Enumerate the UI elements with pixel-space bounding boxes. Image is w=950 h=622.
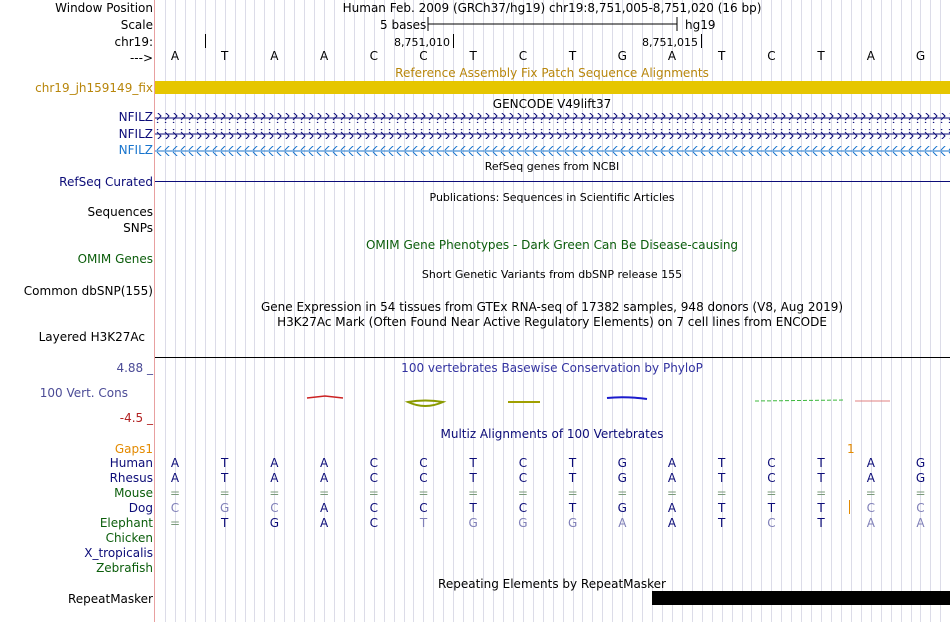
gencode-transcripts[interactable] [155,111,950,159]
publications-sequences-label[interactable]: Sequences [87,205,153,219]
window-position-label: Window Position [55,1,153,15]
alignment-base: T [221,471,229,485]
alignment-base: T [767,501,776,515]
alignment-base: G [617,501,627,515]
sequence-base: C [369,49,378,63]
sequence-base: A [866,49,875,63]
alignment-base: T [718,456,726,470]
phylop-track-title: 100 vertebrates Basewise Conservation by PhyloP [401,361,703,375]
species-label-zebrafish[interactable]: Zebrafish [96,561,153,575]
sequence-base: C [419,49,428,63]
alignment-base: T [419,516,428,530]
publications-snps-label[interactable]: SNPs [123,221,153,235]
alignment-base: T [817,516,825,530]
ruler-pos-1: 8,751,010 [394,36,450,49]
track-data-area[interactable] [155,0,950,622]
alignment-base: G [468,516,478,530]
ruler-pos-2: 8,751,015 [642,36,698,49]
alignment-base: G [518,516,528,530]
omim-track-title: OMIM Gene Phenotypes - Dark Green Can Be Disease-causing [365,238,739,252]
alignment-base: = [468,486,479,500]
alignment-base: C [170,501,180,515]
chrom-label: chr19: [114,35,153,49]
sequence-base: G [915,49,926,63]
repeatmasker-track-title: Repeating Elements by RepeatMasker [438,577,666,591]
alignment-base: C [518,471,528,485]
species-label-x_tropicalis[interactable]: X_tropicalis [84,546,153,560]
species-label-chicken[interactable]: Chicken [105,531,153,545]
alignment-base: G [915,471,926,485]
alignment-base: C [369,456,378,470]
alignment-base: T [568,456,577,470]
sequence-base: A [270,49,279,63]
sequence-base: T [568,49,577,63]
sequence-base: C [518,49,528,63]
fix-patch-track-title: Reference Assembly Fix Patch Sequence Alignments [395,66,709,80]
alignment-base: C [419,471,428,485]
alignment-base: = [169,516,181,530]
alignment-base: A [916,516,925,530]
alignment-base: T [718,516,726,530]
phylop-mark-4 [607,397,647,399]
phylop-min-label: -4.5 _ [119,411,153,425]
species-label-mouse[interactable]: Mouse [114,486,153,500]
alignment-base: C [518,456,528,470]
alignment-base: A [319,456,329,470]
alignment-base: T [817,471,825,485]
alignment-base: = [766,486,777,500]
alignment-base: A [866,471,875,485]
alignment-base: A [866,456,875,470]
sequence-base: A [170,49,180,63]
alignment-base: C [419,456,428,470]
phylop-track-label[interactable]: 100 Vert. Cons [39,386,128,400]
multiz-track-title: Multiz Alignments of 100 Vertebrates [440,427,664,441]
sequence-base: T [718,49,726,63]
alignment-base: = [319,486,330,500]
gencode-transcript-2[interactable] [155,129,950,139]
repeatmasker-element[interactable] [652,591,950,605]
gaps-label [115,442,153,456]
alignment-base: A [319,501,329,515]
alignment-base: = [716,486,727,500]
phylop-mark-2 [408,401,443,407]
refseq-track-label[interactable]: RefSeq Curated [59,175,153,189]
gaps-label-text: Gaps [114,442,146,456]
dbsnp-track-label[interactable]: Common dbSNP(155) [23,284,153,298]
alignment-base: C [369,471,378,485]
repeatmasker-track-label[interactable]: RepeatMasker [67,592,153,606]
sequence-base: T [817,49,825,63]
alignment-base: T [817,456,825,470]
alignment-base: A [170,456,180,470]
alignment-base: T [469,471,477,485]
alignment-base: C [270,501,279,515]
gencode-track-label-3[interactable]: NFILZ [118,143,153,157]
alignment-base: T [568,501,577,515]
alignment-base: A [667,471,677,485]
alignment-base: T [568,471,577,485]
alignment-base: = [517,486,528,500]
alignment-base: G [617,456,627,470]
alignment-base: A [866,516,875,530]
sequence-base: T [221,49,229,63]
alignment-base: = [915,486,926,500]
gtex-track-title: Gene Expression in 54 tissues from GTEx RNA-seq of 17382 samples, 948 donors (V8, Aug 2019) [260,300,844,314]
alignment-base: A [170,471,180,485]
alignment-base: C [518,501,528,515]
alignment-base: T [718,471,726,485]
ruler-tick-1 [453,34,454,48]
alignment-base: T [221,516,229,530]
alignment-base: = [816,486,827,500]
gaps-count-left: 1 [145,442,153,456]
alignment-base: C [419,501,428,515]
alignment-base: T [469,456,477,470]
assembly-text: hg19 [685,18,716,32]
alignment-base: T [817,501,825,515]
alignment-base: C [866,501,875,515]
scale-label: Scale [120,18,153,32]
alignment-base: A [270,456,279,470]
alignment-base: G [915,456,926,470]
alignment-base: = [865,486,876,500]
alignment-base: A [319,516,329,530]
phylop-mark-1 [307,396,343,398]
h3k27ac-track-label[interactable]: Layered H3K27Ac [38,330,145,344]
alignment-base: A [319,471,329,485]
gap-indicator [849,500,850,514]
window-position-text: Human Feb. 2009 (GRCh37/hg19) chr19:8,751,005-8,751,020 (16 bp) [342,1,762,15]
alignment-base: T [221,456,229,470]
alignment-base: = [169,486,181,500]
fix-patch-alignment-bar[interactable] [155,81,950,94]
alignment-base: = [368,486,379,500]
phylop-conservation-plot[interactable] [155,390,950,412]
refseq-track-title: RefSeq genes from NCBI [484,160,620,173]
sequence-base: G [617,49,627,63]
species-label-rhesus[interactable]: Rhesus [109,471,153,485]
alignment-base: = [418,486,429,500]
alignment-base: C [767,516,776,530]
fix-patch-track-label[interactable]: chr19_jh159149_fix [35,81,153,95]
gencode-transcript-3[interactable] [155,146,950,156]
alignment-base: T [469,501,477,515]
h3k27ac-track-title: H3K27Ac Mark (Often Found Near Active Regulatory Elements) on 7 cell lines from ENCODE [277,315,827,329]
alignment-base: = [269,486,280,500]
alignment-base: C [767,456,776,470]
alignment-base: G [220,501,230,515]
alignment-base: A [618,516,627,530]
alignment-base: = [567,486,578,500]
gencode-track-label-1[interactable]: NFILZ [118,110,153,124]
alignment-base: A [667,516,677,530]
species-label-elephant[interactable]: Elephant [99,516,153,530]
species-label-dog[interactable]: Dog [128,501,153,515]
phylop-max-label: 4.88 _ [116,361,153,375]
refseq-gene-line[interactable] [155,181,950,182]
publications-track-title: Publications: Sequences in Scientific Articles [429,191,675,204]
alignment-base: C [916,501,925,515]
h3k27ac-baseline[interactable] [155,357,950,358]
alignment-base: T [718,501,726,515]
gencode-transcript-1[interactable] [155,113,950,123]
alignment-base: = [666,486,678,500]
alignment-base: C [767,471,776,485]
scale-bar [427,17,679,31]
alignment-base: G [269,516,280,530]
alignment-base: G [617,471,627,485]
alignment-base: C [369,516,378,530]
ruler-tick-start [205,34,206,48]
alignment-base: A [667,501,677,515]
ruler-tick-2 [701,34,702,48]
sequence-base: A [319,49,329,63]
alignment-base: = [219,486,230,500]
alignment-base: = [617,486,628,500]
alignment-base: G [567,516,578,530]
omim-track-label[interactable]: OMIM Genes [77,252,153,266]
alignment-base: A [667,456,677,470]
sequence-base: T [469,49,477,63]
alignment-base: C [369,501,378,515]
alignment-base: A [270,471,279,485]
gaps-count-right: 1 [847,442,855,456]
species-label-human[interactable]: Human [109,456,153,470]
phylop-mark-5 [755,400,845,401]
sequence-base: A [667,49,677,63]
gencode-track-title: GENCODE V49lift37 [492,97,612,111]
sequence-base: C [767,49,776,63]
strand-label: ---> [129,51,153,65]
scale-text: 5 bases [380,18,427,32]
gencode-track-label-2[interactable]: NFILZ [118,127,153,141]
dbsnp-track-title: Short Genetic Variants from dbSNP release 155 [421,268,683,281]
